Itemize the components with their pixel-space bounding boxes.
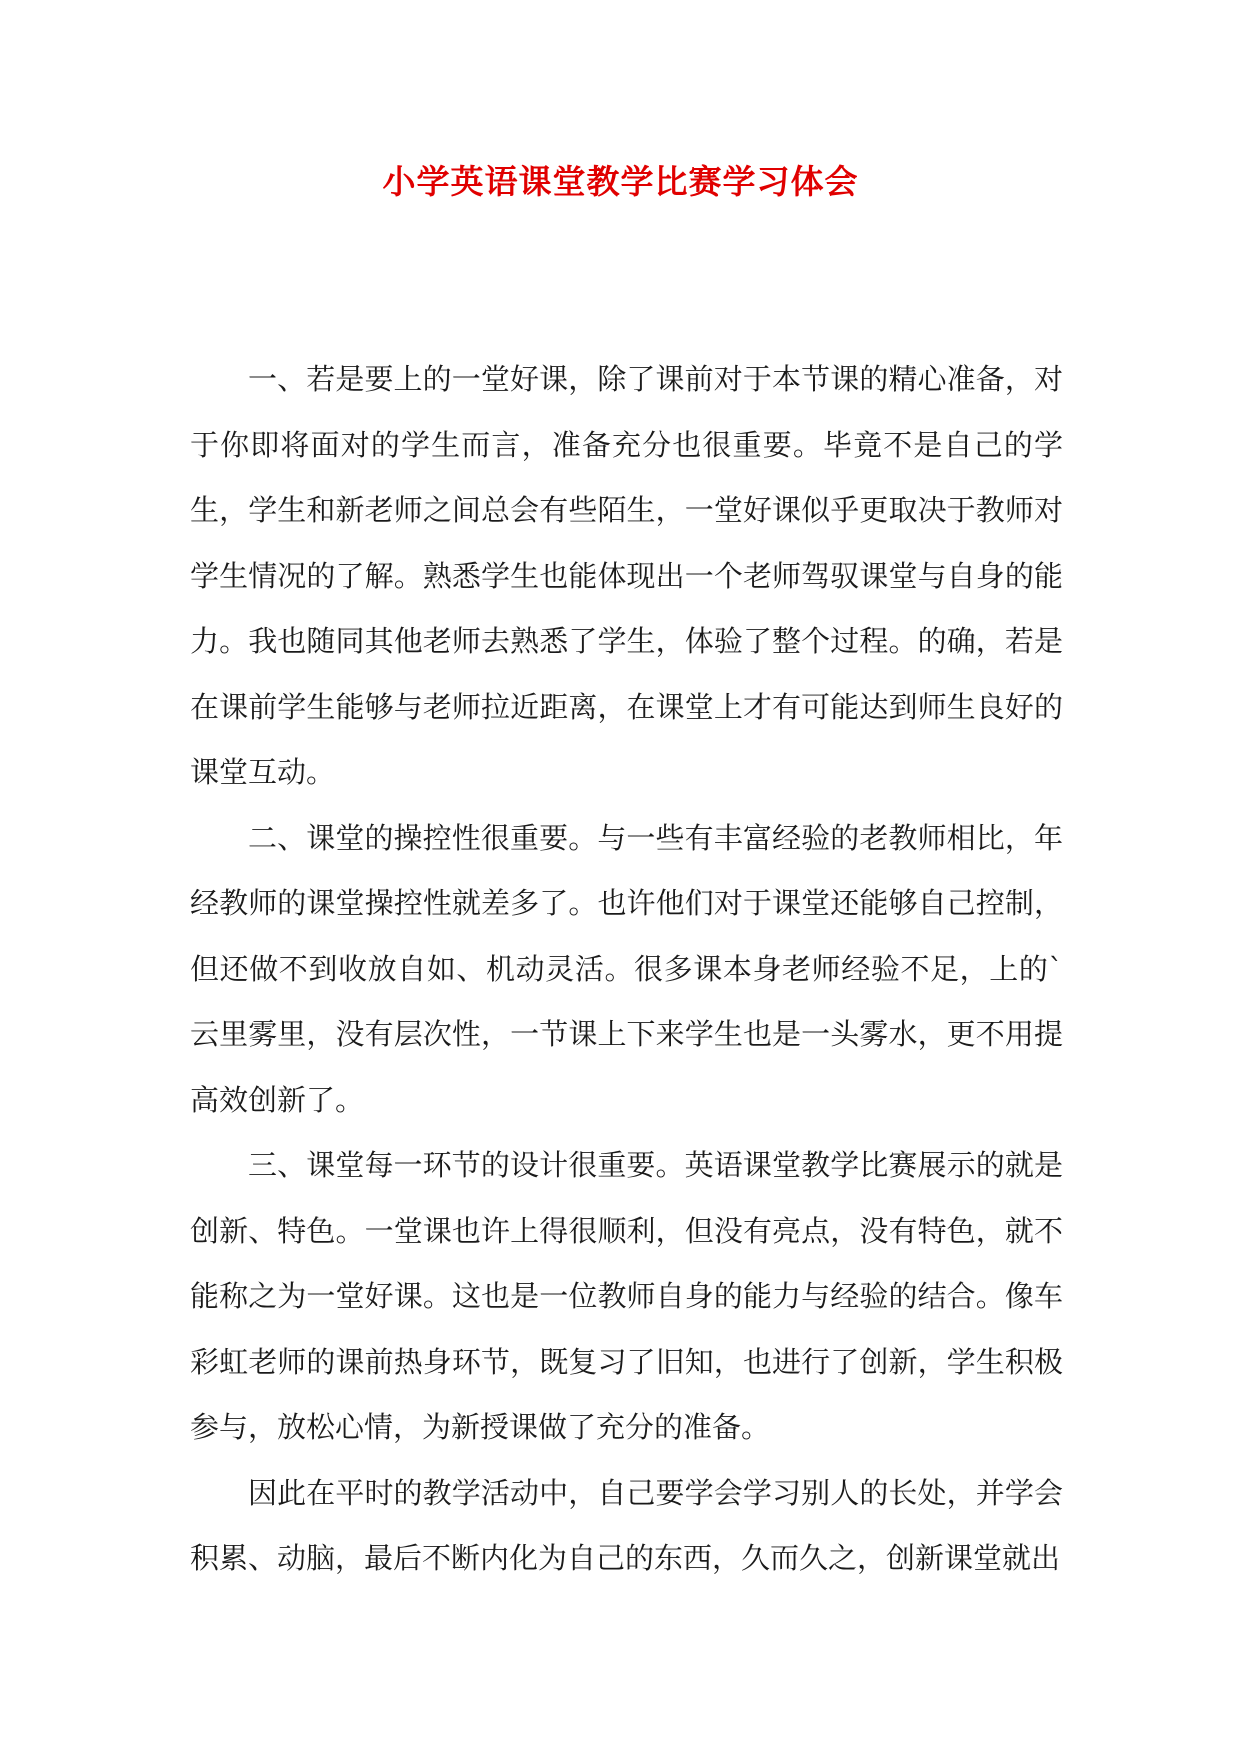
document-title: 小学英语课堂教学比赛学习体会	[382, 162, 859, 201]
paragraph-3: 三、课堂每一环节的设计很重要。英语课堂教学比赛展示的就是创新、特色。一堂课也许上得很顺利，但没有亮点，没有特色，就不能称之为一堂好课。这也是一位教师自身的能力与经验的结合。像车彩虹老师的课前热身环节，既复习了旧知，也进行了创新，学生积极参与，放松心情，为新授课做了充分的准备。	[190, 1148, 1063, 1444]
paragraph-4: 因此在平时的教学活动中，自己要学会学习别人的长处，并学会积累、动脑，最后不断内化为自己的东西，久而久之，创新课堂就出	[190, 1475, 1063, 1575]
paragraph-1: 一、若是要上的一堂好课，除了课前对于本节课的精心准备，对于你即将面对的学生而言，准备充分也很重要。毕竟不是自己的学生，学生和新老师之间总会有些陌生，一堂好课似乎更取决于教师对学生情况的了解。熟悉学生也能体现出一个老师驾驭课堂与自身的能力。我也随同其他老师去熟悉了学生，体验了整个过程。的确，若是在课前学生能够与老师拉近距离，在课堂上才有可能达到师生良好的课堂互动。	[190, 362, 1063, 789]
paragraph-2: 二、课堂的操控性很重要。与一些有丰富经验的老教师相比，年经教师的课堂操控性就差多了。也许他们对于课堂还能够自己控制，但还做不到收放自如、机动灵活。很多课本身老师经验不足，上的`云里雾里，没有层次性，一节课上下来学生也是一头雾水，更不用提高效创新了。	[190, 820, 1063, 1117]
document-body	[190, 347, 1063, 1592]
